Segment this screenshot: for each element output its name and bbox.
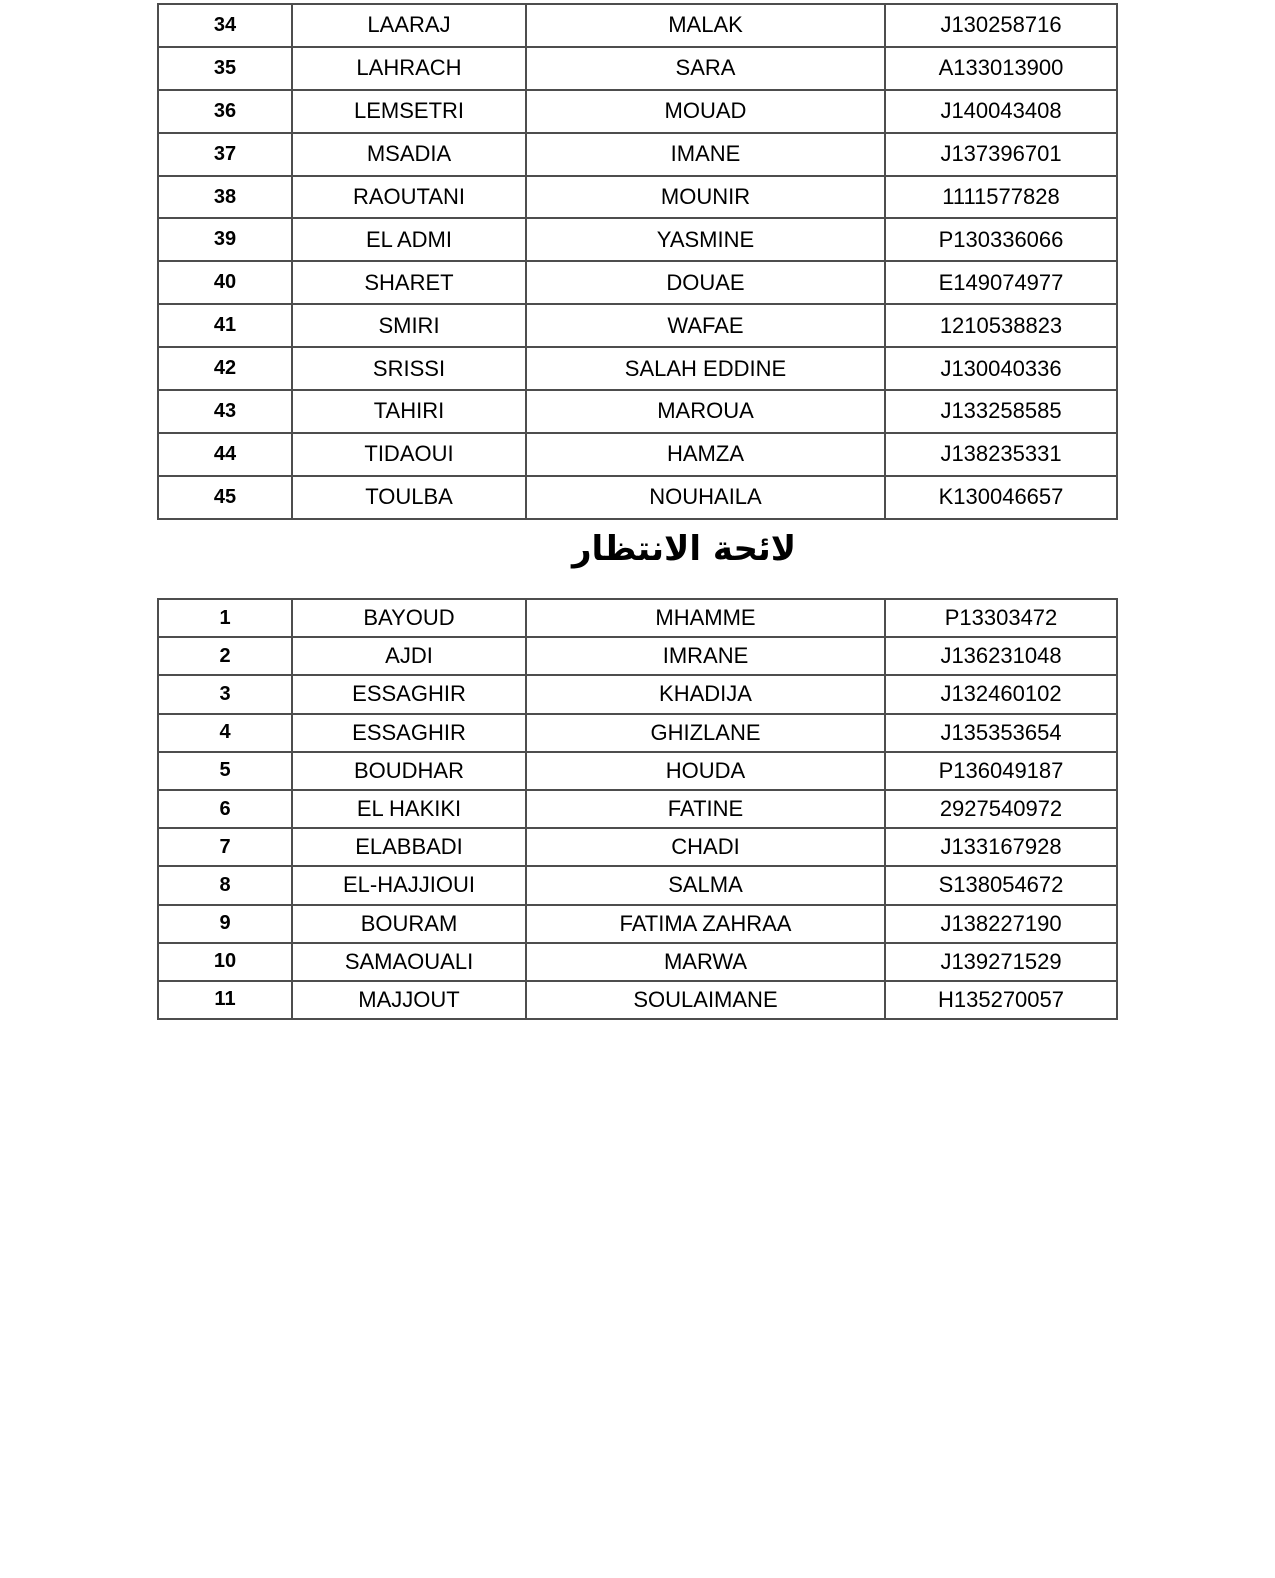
cell-first-name: IMANE	[526, 133, 885, 176]
waiting-list-table	[157, 598, 1118, 1020]
table-row	[158, 4, 1117, 47]
main-list-table	[157, 3, 1118, 520]
cell-first-name: FATIMA ZAHRAA	[526, 905, 885, 943]
cell-number: 11	[158, 981, 292, 1019]
table-row	[158, 943, 1117, 981]
cell-last-name: SRISSI	[292, 347, 526, 390]
cell-id: J130040336	[885, 347, 1117, 390]
cell-id: J140043408	[885, 90, 1117, 133]
table-row	[158, 905, 1117, 943]
table-row	[158, 47, 1117, 90]
cell-first-name: SALMA	[526, 866, 885, 904]
cell-number: 6	[158, 790, 292, 828]
cell-id: J133167928	[885, 828, 1117, 866]
cell-first-name: MHAMME	[526, 599, 885, 637]
cell-number: 35	[158, 47, 292, 90]
cell-id: K130046657	[885, 476, 1117, 519]
table-row	[158, 176, 1117, 219]
cell-id: J135353654	[885, 714, 1117, 752]
cell-last-name: ESSAGHIR	[292, 675, 526, 713]
cell-number: 39	[158, 218, 292, 261]
cell-last-name: SAMAOUALI	[292, 943, 526, 981]
table-row	[158, 790, 1117, 828]
table-row	[158, 261, 1117, 304]
table-row	[158, 133, 1117, 176]
cell-last-name: EL ADMI	[292, 218, 526, 261]
cell-last-name: EL-HAJJIOUI	[292, 866, 526, 904]
cell-first-name: MAROUA	[526, 390, 885, 433]
cell-id: A133013900	[885, 47, 1117, 90]
cell-id: J138227190	[885, 905, 1117, 943]
cell-number: 4	[158, 714, 292, 752]
table-row	[158, 390, 1117, 433]
cell-last-name: TIDAOUI	[292, 433, 526, 476]
table-row	[158, 433, 1117, 476]
cell-number: 34	[158, 4, 292, 47]
cell-number: 37	[158, 133, 292, 176]
cell-id: E149074977	[885, 261, 1117, 304]
cell-number: 45	[158, 476, 292, 519]
cell-number: 1	[158, 599, 292, 637]
cell-number: 10	[158, 943, 292, 981]
cell-id: J130258716	[885, 4, 1117, 47]
cell-number: 8	[158, 866, 292, 904]
cell-last-name: LAARAJ	[292, 4, 526, 47]
cell-last-name: TAHIRI	[292, 390, 526, 433]
cell-last-name: BAYOUD	[292, 599, 526, 637]
cell-first-name: SOULAIMANE	[526, 981, 885, 1019]
table-row	[158, 828, 1117, 866]
cell-last-name: SHARET	[292, 261, 526, 304]
table-row	[158, 347, 1117, 390]
table-row	[158, 752, 1117, 790]
cell-last-name: RAOUTANI	[292, 176, 526, 219]
waiting-list-heading: لائحة الانتظار	[571, 529, 797, 569]
cell-first-name: MALAK	[526, 4, 885, 47]
cell-id: J138235331	[885, 433, 1117, 476]
cell-first-name: MOUNIR	[526, 176, 885, 219]
table-row	[158, 637, 1117, 675]
cell-id: S138054672	[885, 866, 1117, 904]
cell-last-name: LEMSETRI	[292, 90, 526, 133]
cell-first-name: KHADIJA	[526, 675, 885, 713]
cell-last-name: BOURAM	[292, 905, 526, 943]
table-row	[158, 714, 1117, 752]
table-row	[158, 675, 1117, 713]
table-row	[158, 218, 1117, 261]
cell-number: 42	[158, 347, 292, 390]
cell-id: 1111577828	[885, 176, 1117, 219]
waiting-list-table-body	[158, 599, 1117, 1019]
cell-number: 41	[158, 304, 292, 347]
cell-number: 38	[158, 176, 292, 219]
cell-id: P13303472	[885, 599, 1117, 637]
cell-last-name: EL HAKIKI	[292, 790, 526, 828]
cell-last-name: ESSAGHIR	[292, 714, 526, 752]
cell-id: J139271529	[885, 943, 1117, 981]
table-row	[158, 304, 1117, 347]
cell-number: 3	[158, 675, 292, 713]
cell-number: 36	[158, 90, 292, 133]
cell-last-name: BOUDHAR	[292, 752, 526, 790]
cell-first-name: MARWA	[526, 943, 885, 981]
cell-id: J133258585	[885, 390, 1117, 433]
cell-first-name: SALAH EDDINE	[526, 347, 885, 390]
cell-first-name: IMRANE	[526, 637, 885, 675]
table-row	[158, 866, 1117, 904]
cell-number: 43	[158, 390, 292, 433]
cell-last-name: ELABBADI	[292, 828, 526, 866]
cell-first-name: SARA	[526, 47, 885, 90]
cell-first-name: FATINE	[526, 790, 885, 828]
cell-last-name: MSADIA	[292, 133, 526, 176]
cell-last-name: SMIRI	[292, 304, 526, 347]
table-row	[158, 599, 1117, 637]
cell-id: P136049187	[885, 752, 1117, 790]
cell-number: 2	[158, 637, 292, 675]
table-row	[158, 981, 1117, 1019]
cell-first-name: CHADI	[526, 828, 885, 866]
cell-last-name: LAHRACH	[292, 47, 526, 90]
cell-first-name: GHIZLANE	[526, 714, 885, 752]
cell-last-name: AJDI	[292, 637, 526, 675]
cell-id: J132460102	[885, 675, 1117, 713]
cell-number: 40	[158, 261, 292, 304]
cell-number: 7	[158, 828, 292, 866]
cell-id: 1210538823	[885, 304, 1117, 347]
cell-number: 5	[158, 752, 292, 790]
cell-first-name: MOUAD	[526, 90, 885, 133]
table-row	[158, 476, 1117, 519]
cell-id: J137396701	[885, 133, 1117, 176]
table-row	[158, 90, 1117, 133]
cell-first-name: WAFAE	[526, 304, 885, 347]
cell-last-name: TOULBA	[292, 476, 526, 519]
cell-first-name: DOUAE	[526, 261, 885, 304]
cell-id: P130336066	[885, 218, 1117, 261]
cell-first-name: YASMINE	[526, 218, 885, 261]
cell-number: 44	[158, 433, 292, 476]
cell-number: 9	[158, 905, 292, 943]
cell-id: J136231048	[885, 637, 1117, 675]
cell-first-name: NOUHAILA	[526, 476, 885, 519]
cell-last-name: MAJJOUT	[292, 981, 526, 1019]
cell-id: 2927540972	[885, 790, 1117, 828]
cell-first-name: HAMZA	[526, 433, 885, 476]
main-list-table-body	[158, 4, 1117, 519]
cell-id: H135270057	[885, 981, 1117, 1019]
cell-first-name: HOUDA	[526, 752, 885, 790]
